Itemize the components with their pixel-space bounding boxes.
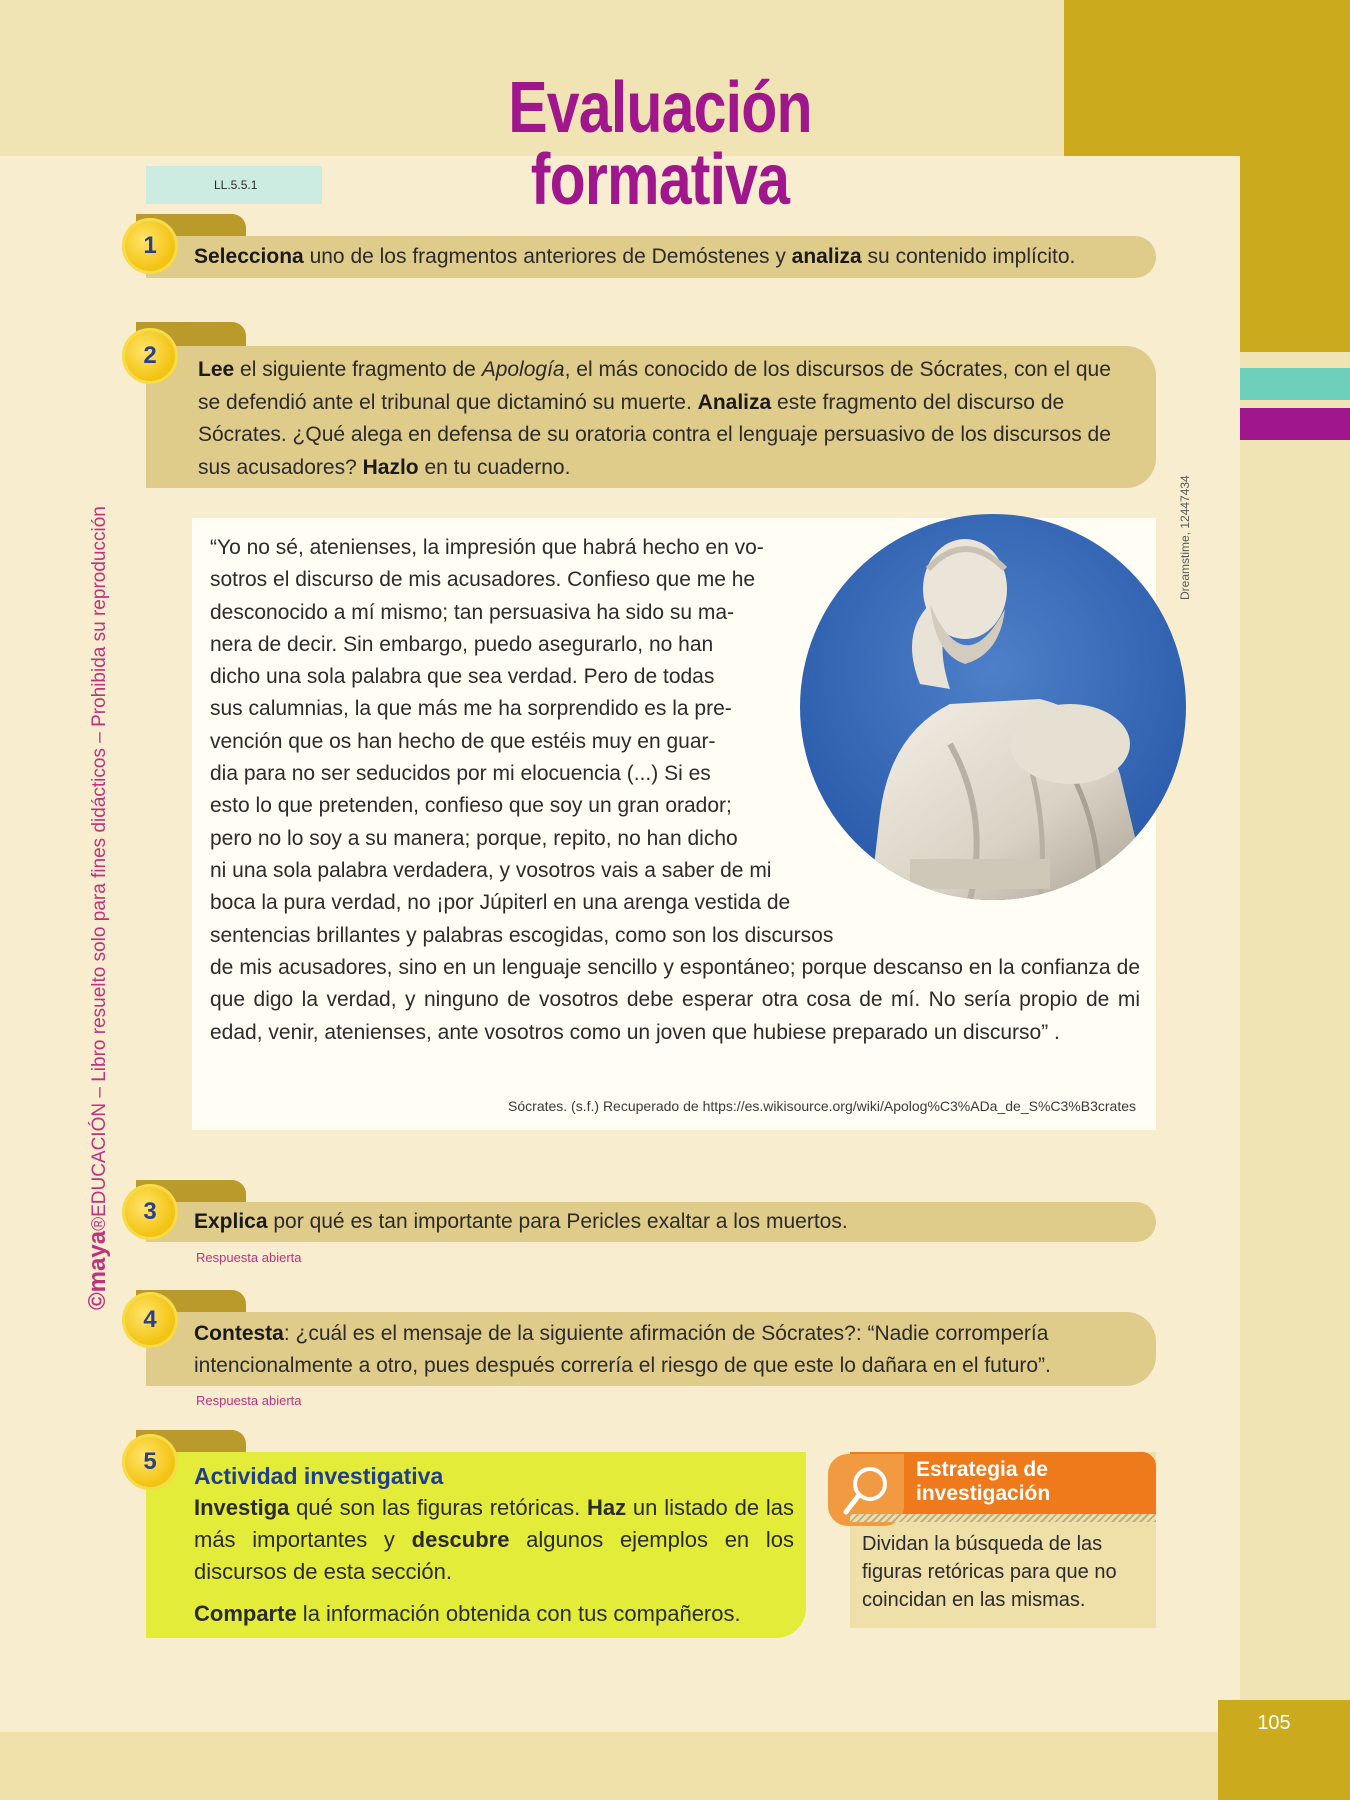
page-number: 105 [1257,1712,1291,1734]
bottom-band [0,1732,1240,1800]
q5-bold-2: Haz [587,1495,627,1520]
q1-number-badge: 1 [122,218,178,274]
strategy-stripe [850,1514,1156,1522]
right-gold-block [1240,0,1350,352]
q2-text-4: en tu cuaderno. [418,455,571,479]
q4-number-badge: 4 [122,1292,178,1348]
q2-bold-3: Hazlo [362,455,419,479]
brand-logo-text: ©maya [84,1230,111,1310]
q2-text-1: el siguiente fragmento de [234,358,482,381]
quote-line: sentencias brillantes y palabras escogidas, como son los discursos [210,923,834,947]
quote-tail: de mis acusadores, sino en un lenguaje sencillo y espontáneo; porque descanso en la confianza de que digo la verdad, y ninguno de vosotros debe esperar otra cosa de mí. No sería propio de mi edad, venir, atenienses, ante vosotros como un joven que hubiese preparado un discurso” . [210,956,1140,1044]
q1-bold-1: Selecciona [194,245,304,268]
quote-citation: Sócrates. (s.f.) Recuperado de https://es.wikisource.org/wiki/Apolog%C3%ADa_de_S%C3%B3crates [508,1098,1136,1114]
strategy-text: la búsqueda de las figuras retóricas para que no coincidan en las mismas. [862,1533,1117,1611]
q2-italic-title: Apología [481,358,565,381]
q5-text-1: qué son las figuras retóricas. [289,1495,587,1520]
q2-text-2: , el más conocido de los discursos de Sócrates, con el que se defendió ante el tribunal que dictaminó su muerte. [198,358,1111,414]
q4-bold-1: Contesta [194,1322,284,1345]
q5-content [194,1460,794,1630]
quote-line: dia para no ser seducidos por mi elocuencia (...) Si es [210,762,711,786]
page-title: Evaluación formativa [508,68,812,220]
q5-text-2: un listado de las más importantes y [194,1495,794,1552]
q2-number-badge: 2 [122,328,178,384]
q2-bold-1: Lee [198,358,235,381]
q1-bold-2: analiza [791,245,862,268]
strategy-bold: Dividan [862,1533,929,1555]
q3-number-badge: 3 [122,1184,178,1240]
q4-answer: Respuesta abierta [196,1393,302,1408]
quote-line: nera de decir. Sin embargo, puedo asegurarlo, no han [210,632,714,656]
q5-bold-4: Comparte [194,1601,297,1626]
q5-paragraph-2 [194,1598,794,1630]
copyright-side-text [84,506,112,1310]
photo-credit: Dreamstime, 12447434 [1178,475,1192,600]
quote-line: vención que os han hecho de que estéis muy en guar- [210,729,716,753]
socrates-statue-photo [800,514,1186,900]
strategy-title: Estrategia de investigación [916,1458,1051,1505]
q1-text-2: su contenido implícito. [861,245,1076,268]
strategy-box [850,1452,1156,1628]
quote-line: sus calumnias, la que más me ha sorprendido es la pre- [210,697,732,721]
skill-code: LL.5.5.1 [146,166,322,204]
q5-bold-3: descubre [411,1527,510,1552]
statue-illustration [800,514,1186,900]
q5-text-4: la información obtenida con tus compañeros. [296,1601,741,1626]
quote-line: pero no lo soy a su manera; porque, repito, no han dicho [210,826,738,850]
q5-heading: Actividad investigativa [194,1463,444,1489]
teal-tab [1240,368,1350,400]
q5-bold-1: Investiga [194,1495,290,1520]
q1-text-1: uno de los fragmentos anteriores de Demóstenes y [303,245,792,268]
quote-line: desconocido a mí mismo; tan persuasiva ha sido su ma- [210,600,735,624]
q4-text-1: : ¿cuál es el mensaje de la siguiente afirmación de Sócrates?: “Nadie corrompería intencionalmente a otro, pues después correría el riesgo de que este lo dañara en el futuro”. [194,1322,1051,1377]
quote-line: sotros el discurso de mis acusadores. Confieso que me he [210,568,756,592]
q5-text-3: algunos ejemplos en los discursos de esta sección. [194,1527,795,1584]
q3-answer: Respuesta abierta [196,1250,302,1265]
quote-line: boca la pura verdad, no ¡por Júpiterl en una arenga vestida de [210,891,791,915]
q5-research-box [146,1452,806,1638]
gold-corner-block [1064,0,1240,156]
q2-text-3: este fragmento del discurso de Sócrates. ¿Qué alega en defensa de su oratoria contra el lenguaje persuasivo de los discursos de sus acusadores? [198,390,1111,479]
quote-line: esto lo que pretenden, confieso que soy un gran orador; [210,794,732,818]
q2-bold-2: Analiza [697,390,772,414]
quote-lines [210,532,850,952]
quote-line: dicho una sola palabra que sea verdad. Pero de todas [210,665,715,689]
strategy-body [862,1530,1152,1614]
q5-paragraph-1 [194,1492,794,1588]
quote-line: “Yo no sé, atenienses, la impresión que habrá hecho en vo- [210,536,764,559]
q4-bar [146,1312,1156,1386]
magenta-tab [1240,408,1350,440]
q3-bar [146,1202,1156,1242]
q3-bold-1: Explica [194,1210,268,1233]
q3-text-1: por qué es tan importante para Pericles exaltar a los muertos. [267,1210,848,1233]
q1-bar [146,236,1156,278]
q5-number-badge: 5 [122,1434,178,1490]
q2-bar [146,346,1156,488]
quote-line: ni una sola palabra verdadera, y vosotros vais a saber de mi [210,858,772,882]
copyright-text: ®EDUCACIÓN – Libro resuelto solo para fines didácticos – Prohibida su reproducción [89,506,110,1231]
